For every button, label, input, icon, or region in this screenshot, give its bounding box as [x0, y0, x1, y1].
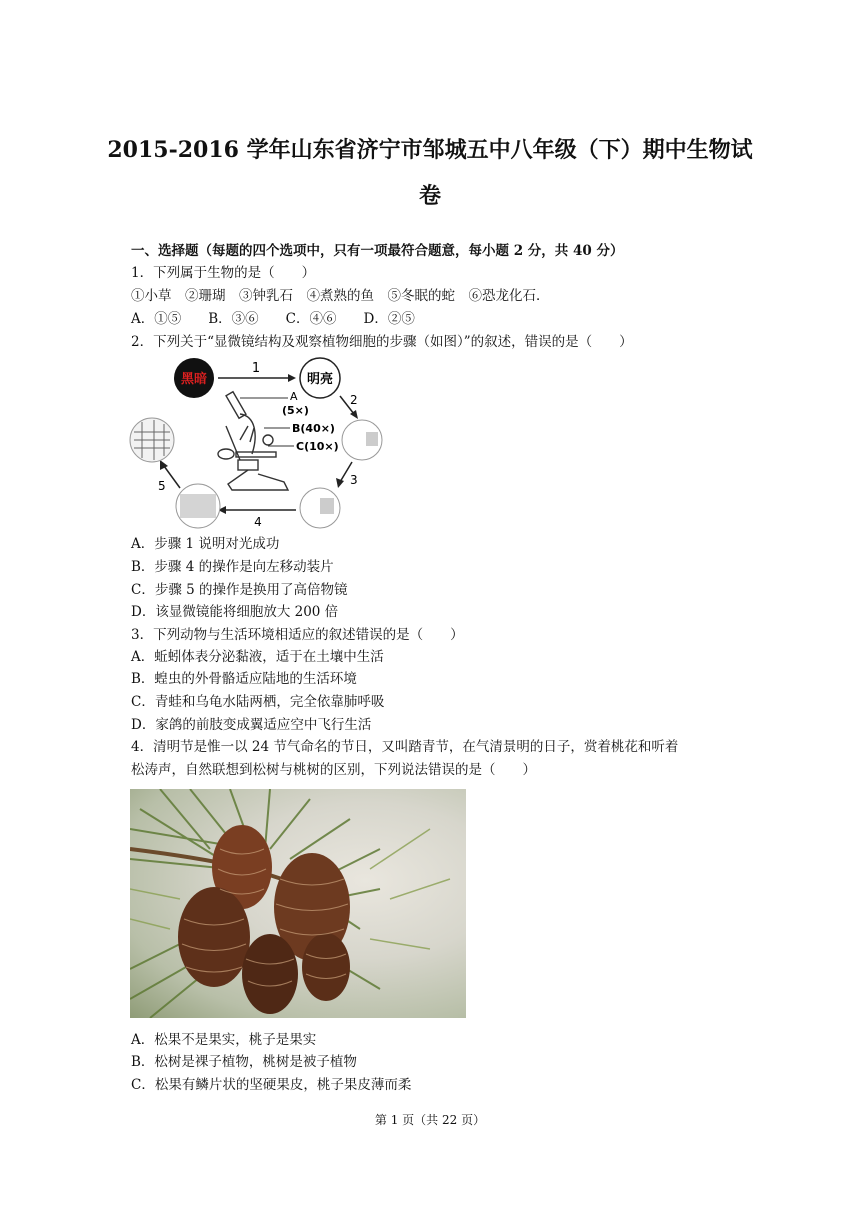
- view-circle-right: [342, 420, 382, 460]
- lens-b-label: B(40×): [292, 422, 335, 435]
- q4-option-a: A．松果不是果实，桃子是果实: [131, 1032, 317, 1048]
- q4-stem-line2: 松涛声，自然联想到松树与桃树的区别，下列说法错误的是（ ）: [131, 762, 536, 778]
- q3-option-a: A．蚯蚓体表分泌黏液，适于在土壤中生活: [131, 649, 384, 665]
- q1-items: ①小草 ②珊瑚 ③钟乳石 ④煮熟的鱼 ⑤冬眠的蛇 ⑥恐龙化石．: [131, 288, 550, 304]
- q1-stem: 1．下列属于生物的是（ ）: [131, 265, 316, 281]
- q3-option-c: C．青蛙和乌龟水陆两栖，完全依靠肺呼吸: [131, 694, 385, 710]
- q2-option-a: A．步骤 1 说明对光成功: [131, 536, 280, 552]
- exam-title-line1: 2015-2016 学年山东省济宁市邹城五中八年级（下）期中生物试: [107, 137, 753, 163]
- q1-options: A．①⑤ B．③⑥ C．④⑥ D．②⑤: [131, 311, 415, 327]
- q4-option-b: B．松树是裸子植物，桃树是被子植物: [131, 1054, 357, 1070]
- page-footer: 第 1 页（共 22 页）: [374, 1113, 486, 1127]
- lens-a-label: A: [290, 390, 298, 403]
- q2-option-d: D．该显微镜能将细胞放大 200 倍: [131, 604, 339, 620]
- step-4-label: 4: [254, 515, 262, 529]
- step-3-label: 3: [350, 473, 358, 487]
- step-1-label: 1: [251, 361, 261, 376]
- step-2-label: 2: [350, 393, 358, 407]
- q3-option-b: B．蝗虫的外骨骼适应陆地的生活环境: [131, 671, 357, 687]
- bright-label: 明亮: [306, 372, 334, 387]
- q3-stem: 3．下列动物与生活环境相适应的叙述错误的是（ ）: [131, 627, 464, 643]
- dark-field-circle: [174, 358, 214, 398]
- dark-label: 黑暗: [180, 372, 208, 387]
- step-5-label: 5: [158, 479, 166, 493]
- q4-stem-line1: 4．清明节是惟一以 24 节气命名的节日，又叫踏青节，在气清景明的日子，赏着桃花和听着: [131, 739, 679, 755]
- view-circle-bottom-left: [176, 484, 220, 528]
- q2-stem: 2．下列关于“显微镜结构及观察植物细胞的步骤（如图）”的叙述，错误的是（ ）: [131, 334, 633, 350]
- microscope-steps-figure: [128, 356, 384, 532]
- q2-option-c: C．步骤 5 的操作是换用了高倍物镜: [131, 582, 348, 598]
- q4-option-c: C．松果有鳞片状的坚硬果皮，桃子果皮薄而柔: [131, 1077, 412, 1093]
- lens-a-mag-label: (5×): [282, 404, 309, 417]
- bright-field-circle: [300, 358, 340, 398]
- view-circle-bottom-right: [300, 488, 340, 528]
- exam-title-line2: 卷: [418, 183, 441, 209]
- lens-c-label: C(10×): [296, 440, 339, 453]
- q3-option-d: D．家鸽的前肢变成翼适应空中飞行生活: [131, 717, 372, 733]
- q2-option-b: B．步骤 4 的操作是向左移动装片: [131, 559, 334, 575]
- section-heading: 一、选择题（每题的四个选项中，只有一项最符合题意，每小题 2 分，共 40 分）: [131, 243, 624, 259]
- pine-cone-photo: [130, 789, 466, 1018]
- view-circle-left: [130, 418, 174, 462]
